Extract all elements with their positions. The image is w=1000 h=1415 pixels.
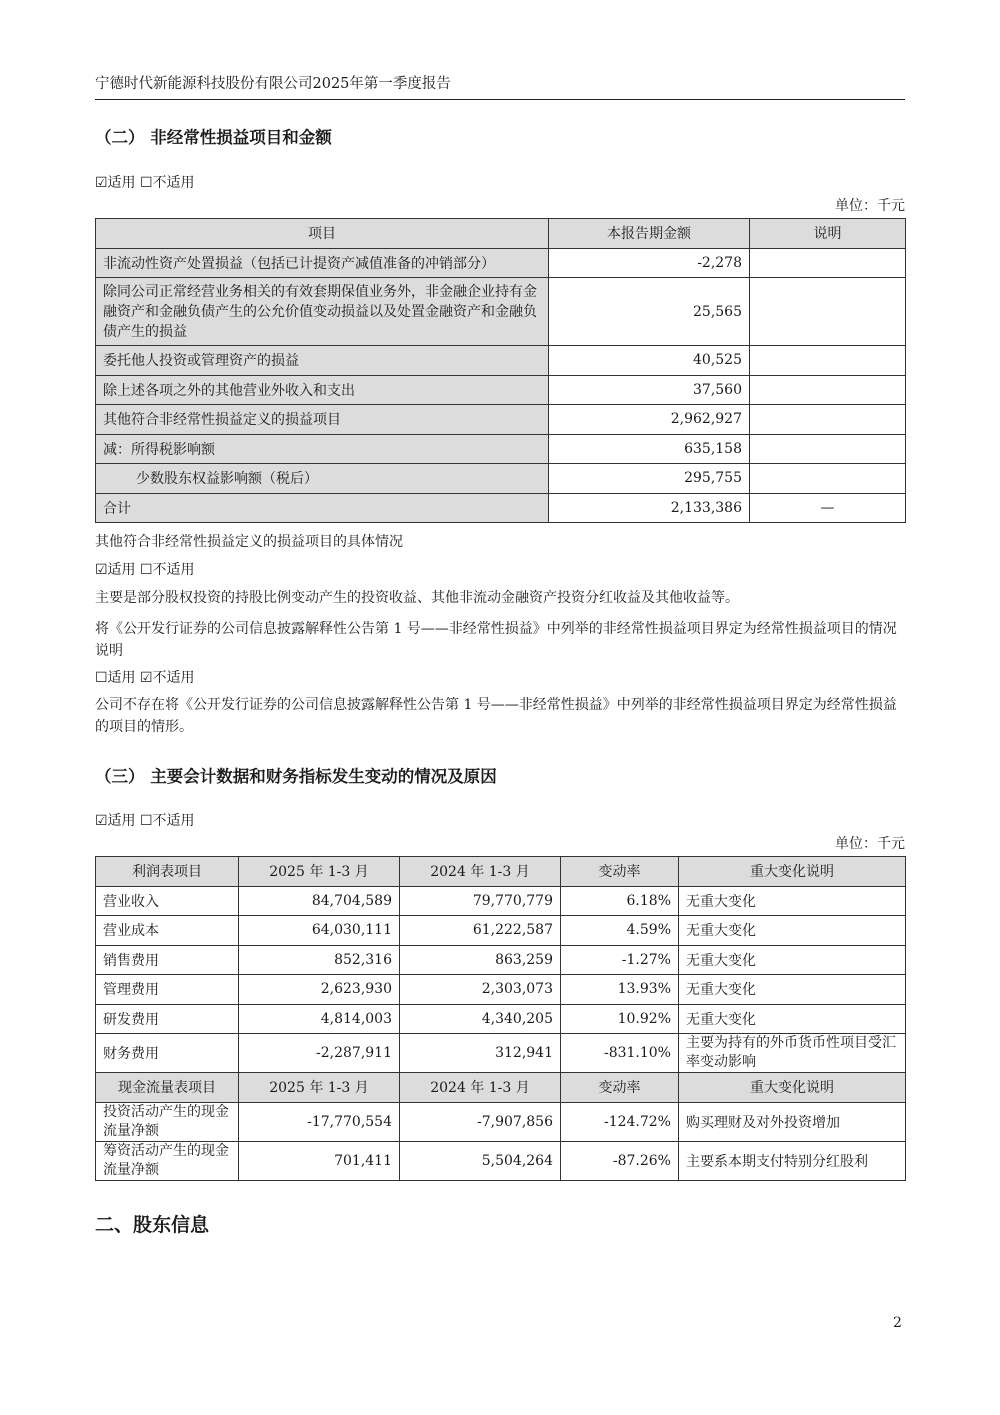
row-item: 管理费用 (96, 975, 239, 1005)
row-2025: 84,704,589 (239, 886, 400, 916)
cash-header-2024: 2024 年 1-3 月 (400, 1073, 561, 1103)
row-amount: 295,755 (549, 464, 750, 494)
row-note (750, 405, 906, 435)
table-row (96, 916, 906, 946)
row-note: 无重大变化 (679, 945, 906, 975)
detail-title: 其他符合非经常性损益定义的损益项目的具体情况 (95, 534, 403, 550)
income-header-2025: 2025 年 1-3 月 (239, 857, 400, 887)
row-item: 财务费用 (96, 1034, 239, 1073)
financial-changes-table (95, 856, 906, 1181)
row-2024: 5,504,264 (400, 1141, 561, 1180)
row-item: 投资活动产生的现金流量净额 (96, 1102, 239, 1141)
row-2025: 2,623,930 (239, 975, 400, 1005)
cash-header-2025: 2025 年 1-3 月 (239, 1073, 400, 1103)
row-note: — (750, 493, 906, 523)
row-rate: 6.18% (561, 886, 679, 916)
table-row (96, 346, 906, 376)
table-row-total (96, 493, 906, 523)
row-2024: 863,259 (400, 945, 561, 975)
section-title-nonrecurring: （二） 非经常性损益项目和金额 (95, 128, 332, 147)
row-item: 除同公司正常经营业务相关的有效套期保值业务外，非金融企业持有金融资产和金融负债产生的公允价值变动损益以及处置金融资产和金融负债产生的损益 (96, 278, 549, 346)
row-note: 无重大变化 (679, 886, 906, 916)
row-amount: 25,565 (549, 278, 750, 346)
row-2025: 4,814,003 (239, 1004, 400, 1034)
row-item: 销售费用 (96, 945, 239, 975)
row-2025: 701,411 (239, 1141, 400, 1180)
row-item: 研发费用 (96, 1004, 239, 1034)
detail-text: 主要是部分股权投资的持股比例变动产生的投资收益、其他非流动金融资产投资分红收益及其他收益等。 (95, 590, 739, 606)
cash-header-rate: 变动率 (561, 1073, 679, 1103)
row-note: 无重大变化 (679, 1004, 906, 1034)
table-row (96, 1141, 906, 1180)
table-row (96, 248, 906, 278)
row-note: 购买理财及对外投资增加 (679, 1102, 906, 1141)
header-note: 说明 (750, 219, 906, 249)
page-number: 2 (893, 1315, 902, 1331)
table-row (96, 1004, 906, 1034)
row-rate: -87.26% (561, 1141, 679, 1180)
row-note (750, 434, 906, 464)
row-rate: -124.72% (561, 1102, 679, 1141)
income-header-item: 利润表项目 (96, 857, 239, 887)
page-header: 宁德时代新能源科技股份有限公司2025年第一季度报告 (95, 72, 905, 100)
table-row (96, 405, 906, 435)
row-2025: 852,316 (239, 945, 400, 975)
table-row (96, 975, 906, 1005)
header-amount: 本报告期金额 (549, 219, 750, 249)
row-item: 筹资活动产生的现金流量净额 (96, 1141, 239, 1180)
row-amount: -2,278 (549, 248, 750, 278)
table-row (96, 375, 906, 405)
row-2024: 61,222,587 (400, 916, 561, 946)
row-item: 营业收入 (96, 886, 239, 916)
cash-header-item: 现金流量表项目 (96, 1073, 239, 1103)
table-row (96, 945, 906, 975)
row-amount: 2,133,386 (549, 493, 750, 523)
table-row (96, 434, 906, 464)
row-2024: 2,303,073 (400, 975, 561, 1005)
unit-label: 单位：千元 (835, 198, 905, 214)
row-note (750, 375, 906, 405)
section-title-changes: （三） 主要会计数据和财务指标发生变动的情况及原因 (95, 767, 497, 786)
row-2024: -7,907,856 (400, 1102, 561, 1141)
row-rate: 4.59% (561, 916, 679, 946)
nonrecurring-table (95, 218, 906, 523)
row-item: 合计 (96, 493, 549, 523)
row-rate: 13.93% (561, 975, 679, 1005)
table-row (96, 1034, 906, 1073)
row-2024: 79,770,779 (400, 886, 561, 916)
row-item: 其他符合非经常性损益定义的损益项目 (96, 405, 549, 435)
table-row (96, 886, 906, 916)
header-item: 项目 (96, 219, 549, 249)
row-item: 除上述各项之外的其他营业外收入和支出 (96, 375, 549, 405)
income-header-note: 重大变化说明 (679, 857, 906, 887)
row-amount: 40,525 (549, 346, 750, 376)
row-item: 委托他人投资或管理资产的损益 (96, 346, 549, 376)
table-row (96, 278, 906, 346)
row-amount: 37,560 (549, 375, 750, 405)
row-note: 无重大变化 (679, 916, 906, 946)
row-item: 减：所得税影响额 (96, 434, 549, 464)
income-header-rate: 变动率 (561, 857, 679, 887)
row-note (750, 464, 906, 494)
applicability-checkbox: ☑适用 ☐不适用 (95, 175, 195, 191)
row-2024: 312,941 (400, 1034, 561, 1073)
unit-label-2: 单位：千元 (835, 836, 905, 852)
table-row (96, 1102, 906, 1141)
row-item: 非流动性资产处置损益（包括已计提资产减值准备的冲销部分） (96, 248, 549, 278)
cash-header-note: 重大变化说明 (679, 1073, 906, 1103)
table-row (96, 464, 906, 494)
applicability-checkbox-2: ☑适用 ☐不适用 (95, 813, 195, 829)
row-item: 少数股东权益影响额（税后） (96, 464, 549, 494)
row-rate: 10.92% (561, 1004, 679, 1034)
row-note: 主要系本期支付特别分红股利 (679, 1141, 906, 1180)
row-2025: 64,030,111 (239, 916, 400, 946)
income-header-2024: 2024 年 1-3 月 (400, 857, 561, 887)
row-2025: -2,287,911 (239, 1034, 400, 1073)
row-amount: 2,962,927 (549, 405, 750, 435)
row-amount: 635,158 (549, 434, 750, 464)
row-2025: -17,770,554 (239, 1102, 400, 1141)
row-note (750, 346, 906, 376)
row-rate: -831.10% (561, 1034, 679, 1073)
row-note: 无重大变化 (679, 975, 906, 1005)
reclass-text: 公司不存在将《公开发行证券的公司信息披露解释性公告第 1 号——非经常性损益》中列举的非经常性损益项目界定为经常性损益的项目的情形。 (95, 697, 897, 735)
row-note: 主要为持有的外币货币性项目受汇率变动影响 (679, 1034, 906, 1073)
detail-applicability: ☑适用 ☐不适用 (95, 562, 195, 578)
row-2024: 4,340,205 (400, 1004, 561, 1034)
row-item: 营业成本 (96, 916, 239, 946)
row-note (750, 248, 906, 278)
row-note (750, 278, 906, 346)
section-title-shareholders: 二、股东信息 (95, 1214, 210, 1236)
reclass-applicability: ☐适用 ☑不适用 (95, 670, 195, 686)
row-rate: -1.27% (561, 945, 679, 975)
reclass-title: 将《公开发行证券的公司信息披露解释性公告第 1 号——非经常性损益》中列举的非经常性损益项目界定为经常性损益项目的情况说明 (95, 621, 897, 659)
